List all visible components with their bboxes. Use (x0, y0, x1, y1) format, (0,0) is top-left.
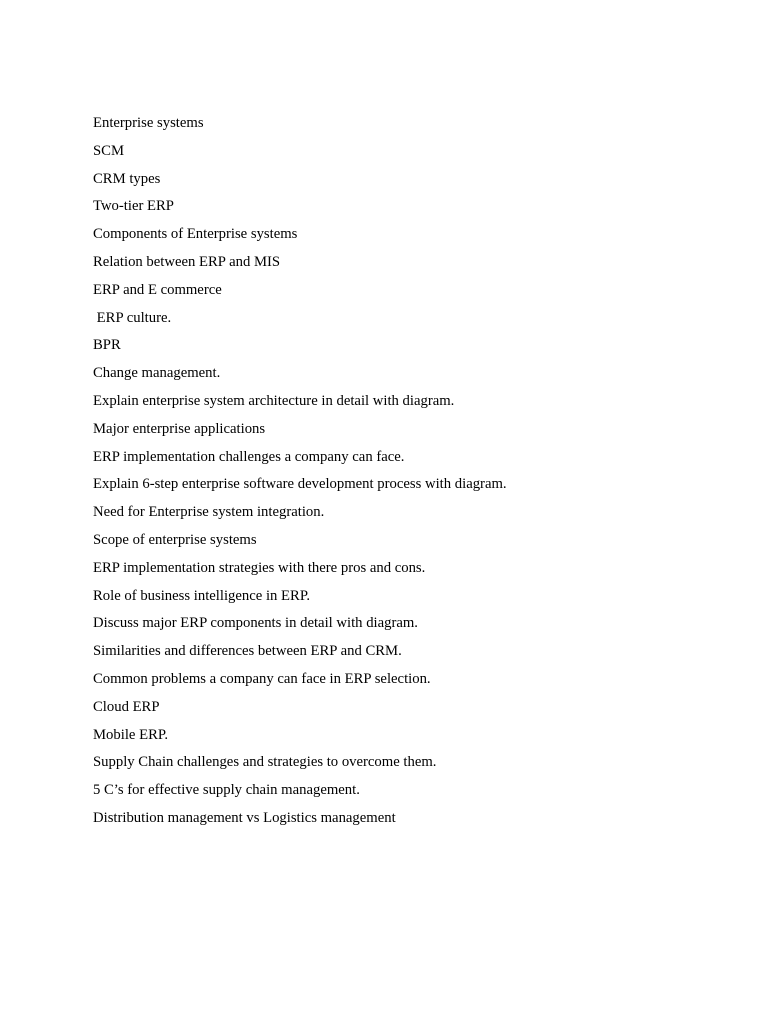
topic-line: Common problems a company can face in ERP selection. (93, 670, 431, 687)
topic-line: Role of business intelligence in ERP. (93, 587, 311, 604)
topic-line: BPR (93, 337, 121, 354)
topic-line: Similarities and differences between ERP and CRM. (93, 643, 402, 660)
topic-line: Mobile ERP. (93, 726, 169, 743)
topic-line: Components of Enterprise systems (93, 226, 298, 243)
topic-line: Need for Enterprise system integration. (93, 504, 325, 521)
topic-line: Change management. (93, 365, 221, 382)
topic-list (93, 113, 507, 836)
topic-line: Major enterprise applications (93, 420, 266, 437)
topic-line: Supply Chain challenges and strategies to overcome them. (93, 754, 437, 771)
topic-line: ERP and E commerce (93, 281, 222, 298)
topic-line: Scope of enterprise systems (93, 531, 257, 548)
topic-line: Discuss major ERP components in detail with diagram. (93, 615, 418, 632)
topic-line: Explain enterprise system architecture in detail with diagram. (93, 392, 455, 409)
topic-line: ERP implementation strategies with there pros and cons. (93, 559, 426, 576)
topic-line: Enterprise systems (93, 115, 204, 131)
topic-line: ERP implementation challenges a company can face. (93, 448, 405, 465)
topic-line: ERP culture. (93, 309, 172, 326)
topic-line: CRM types (93, 170, 161, 187)
topic-line: SCM (93, 142, 125, 159)
topic-line: Cloud ERP (93, 698, 160, 715)
topic-line: Explain 6-step enterprise software development process with diagram. (93, 476, 507, 493)
topic-line: Distribution management vs Logistics management (93, 809, 396, 826)
topic-line: 5 C’s for effective supply chain management. (93, 782, 360, 799)
topic-line: Two-tier ERP (93, 198, 174, 215)
topic-line: Relation between ERP and MIS (93, 253, 281, 270)
